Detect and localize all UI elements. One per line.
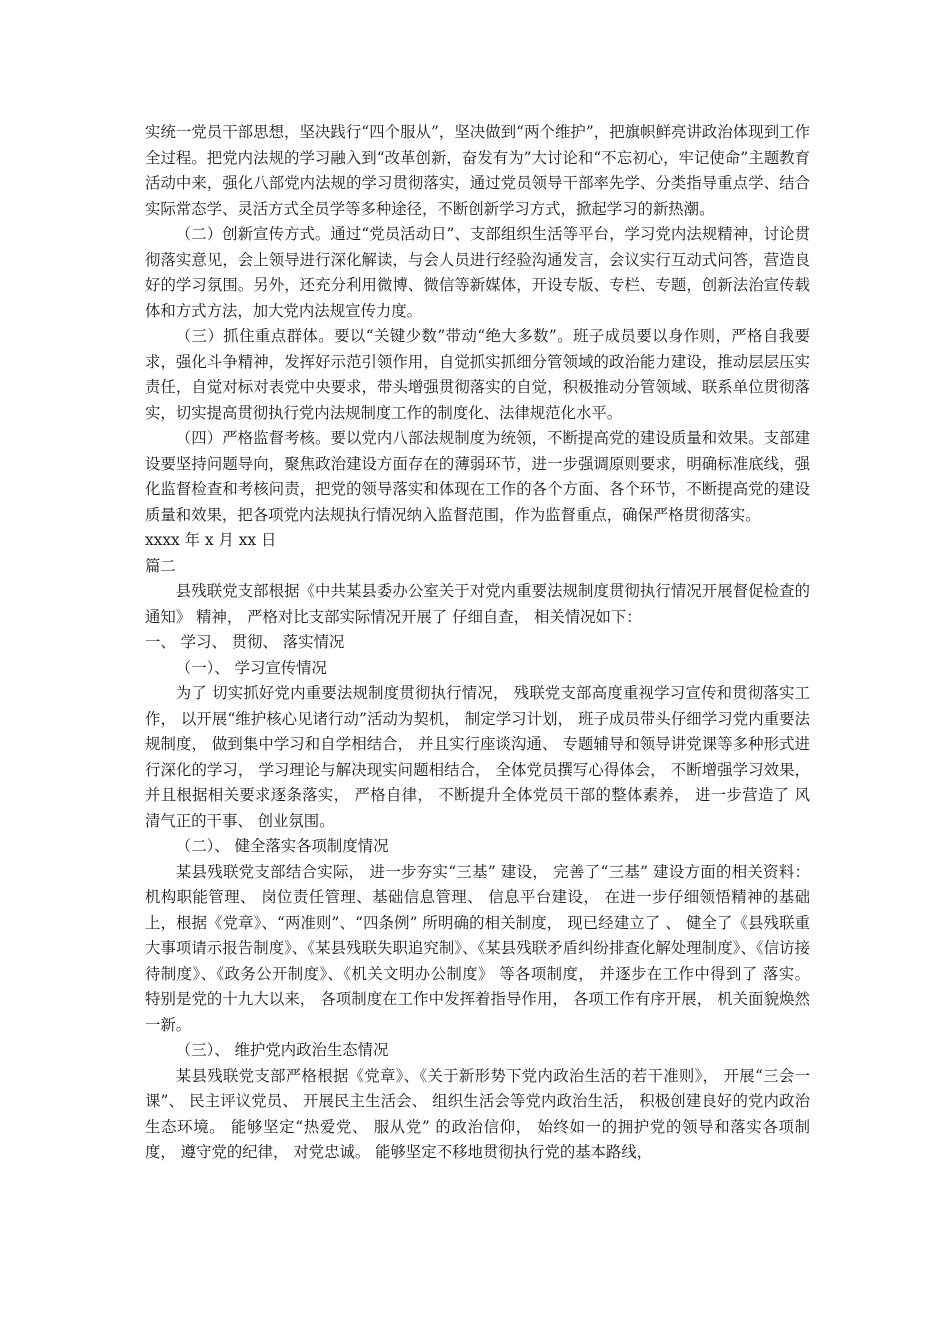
heading-study-publicity: （一）、 学习宣传情况 xyxy=(175,658,327,677)
heading-level-1: 一、 学习、 贯彻、 落实情况 xyxy=(145,633,345,651)
paragraph-continued: 实统一党员干部思想，坚决践行“四个服从”，坚决做到“两个维护”，把旗帜鲜亮讲政治体现到工作全过程。把党内法规的学习融入到“改革创新，奋发有为”大讨论和“不忘初心，牢记使命”主题教育活动中来，强化八部党内法规的学习贯彻落实，通过党员领导干部率先学、分类指导重点学、结合实际常态学、灵活方式全员学等多种途径，不断创新学习方式，掀起学习的新热潮。 xyxy=(145,123,810,218)
paragraph-political-ecology: 某县残联党支部严格根据《党章》、《关于新形势下党内政治生活的若干准则》， 开展“三会一课”、 民主评议党员、 开展民主生活会、 组织生活会等党内政治生活， 积极创建良好的党内政治生态环境。 能够坚定“热爱党、 服从党” 的政治信仰， 始终如一的拥护党的领导和落实各项制度， 遵守党的纪律， 对党忠诚。 能够坚定不移地贯彻执行党的基本路线， xyxy=(145,1066,810,1161)
heading-political-ecology: （三）、 维护党内政治生态情况 xyxy=(175,1041,389,1059)
document-body xyxy=(145,120,810,1166)
paragraph-intro: 县残联党支部根据《中共某县委办公室关于对党内重要法规制度贯彻执行情况开展督促检查的通知》 精神， 严格对比支部实际情况开展了 仔细自查， 相关情况如下： xyxy=(145,582,810,626)
paragraph-key-groups: （三）抓住重点群体。要以“关键少数”带动“绝大多数”。班子成员要以身作则，严格自我要求，强化斗争精神，发挥好示范引领作用，自觉抓实抓细分管领域的政治能力建设，推动层层压实责任，自觉对标对表党中央要求，带头增强贯彻落实的自觉，积极推动分管领域、联系单位贯彻落实，切实提高贯彻执行党内法规制度工作的制度化、法律规范化水平。 xyxy=(145,327,810,422)
date-line: xxxx 年 x 月 xx 日 xyxy=(145,531,277,549)
paragraph-system-implementation: 某县残联党支部结合实际， 进一步夯实“三基” 建设， 完善了“三基” 建设方面的相关资料： 机构职能管理、 岗位责任管理、基础信息管理、 信息平台建设， 在进一步仔细领悟精神的基础上，根据《党章》、“两准则”、“四条例” 所明确的相关制度， 现已经建立了 、 健全了《县残联重大事项请示报告制度》、《某县残联失职追究制》、《某县残联矛盾纠纷排查化解处理制度》、《信访接待制度》、《政务公开制度》、《机关文明办公制度》 等各项制度， 并逐步在工作中得到了 落实。 特别是党的十九大以来， 各项制度在工作中发挥着指导作用， 各项工作有序开展， 机关面貌焕然一新。 xyxy=(145,862,810,1034)
paragraph-study-publicity: 为了 切实抓好党内重要法规制度贯彻执行情况， 残联党支部高度重视学习宣传和贯彻落实工作， 以开展“维护核心见诸行动”活动为契机， 制定学习计划， 班子成员带头仔细学习党内重要法规制度， 做到集中学习和自学相结合， 并且实行座谈沟通、 专题辅导和领导讲党课等多种形式进行深化的学习， 学习理论与解决现实问题相结合， 全体党员撰写心得体会， 不断增强学习效果，并且根据相关要求逐条落实， 严格自律， 不断提升全体党员干部的整体素养， 进一步营造了 风清气正的干事、 创业氛围。 xyxy=(145,684,810,830)
section-heading-part-two: 篇二 xyxy=(145,556,176,575)
paragraph-publicity-methods: （二）创新宣传方式。通过“党员活动日”、支部组织生活等平台，学习党内法规精神，讨论贯彻落实意见，会上领导进行深化解读，与会人员进行经验沟通发言，会议实行互动式问答，营造良好的学习氛围。另外，还充分利用微博、微信等新媒体，开设专版、专栏、专题，创新法治宣传载体和方式方法，加大党内法规宣传力度。 xyxy=(145,225,810,320)
heading-system-implementation: （二）、 健全落实各项制度情况 xyxy=(175,837,389,855)
paragraph-supervision: （四）严格监督考核。要以党内八部法规制度为统领，不断提高党的建设质量和效果。支部建设要坚持问题导向，聚焦政治建设方面存在的薄弱环节，进一步强调原则要求，明确标准底线，强化监督检查和考核问责，把党的领导落实和体现在工作的各个方面、各个环节，不断提高党的建设质量和效果，把各项党内法规执行情况纳入监督范围，作为监督重点，确保严格贯彻落实。 xyxy=(145,429,810,524)
